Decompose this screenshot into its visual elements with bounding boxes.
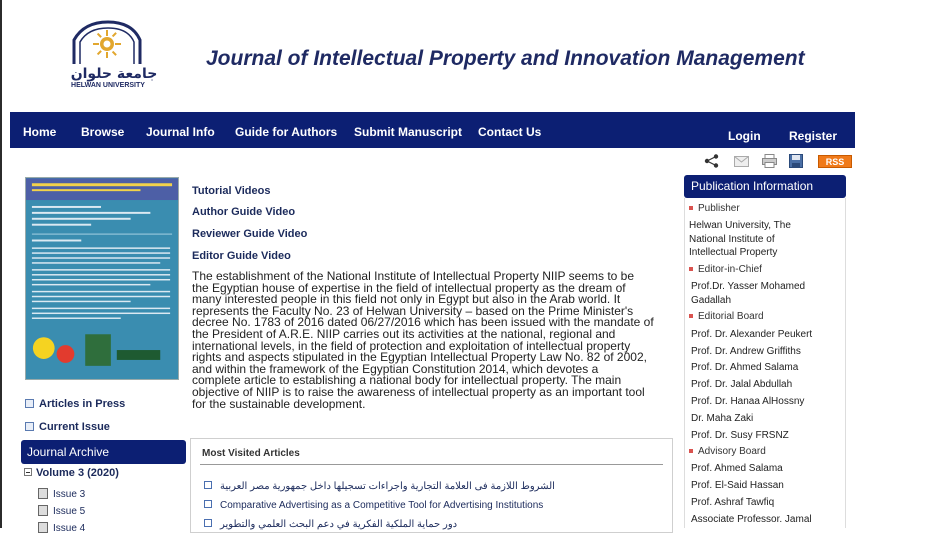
editorial-member[interactable]: Prof. Dr. Ahmed Salama xyxy=(691,362,799,373)
intro-line: the Egyptian house of expertise in the field of intellectual property as the dream of xyxy=(192,280,626,295)
editor-guide-video-link[interactable]: Editor Guide Video xyxy=(192,250,291,262)
page-left-border xyxy=(0,0,2,528)
helwan-university-logo[interactable] xyxy=(54,20,176,90)
intro-line: international levels, in the field of protection and exploitation of intellectual property xyxy=(192,338,631,353)
article-icon xyxy=(204,519,212,527)
advisory-member[interactable]: Prof. Ahmed Salama xyxy=(691,463,783,474)
issue-link[interactable]: Issue 3 xyxy=(38,488,85,500)
advisory-member[interactable]: Prof. El-Said Hassan xyxy=(691,480,784,491)
editorial-member[interactable]: Prof. Dr. Hanaa AlHossny xyxy=(691,396,805,407)
editorial-member[interactable]: Prof. Dr. Jalal Abdullah xyxy=(691,379,793,390)
nav-guide-for-authors[interactable]: Guide for Authors xyxy=(235,125,338,139)
rss-button[interactable]: RSS xyxy=(818,155,852,168)
university-name-ar: جامعة حلوان xyxy=(70,66,158,82)
issue-doc-icon xyxy=(38,522,48,533)
nav-login[interactable]: Login xyxy=(728,129,761,143)
article-link[interactable]: الشروط اللازمة فى العلامة التجارية واجراءات تسجيلها داخل جمهورية مصر العربية xyxy=(204,481,555,492)
publisher-info: Helwan University, The National Institute of Intellectual Property xyxy=(689,220,791,259)
journal-introduction xyxy=(192,271,672,410)
bullet-icon xyxy=(689,449,693,453)
articles-in-press-link[interactable]: Articles in Press xyxy=(25,398,125,410)
advisory-member[interactable]: Prof. Ashraf Tawfiq xyxy=(691,497,775,508)
journal-title: Journal of Intellectual Property and Innovation Management xyxy=(206,47,805,70)
issue-link[interactable]: Issue 5 xyxy=(38,505,85,517)
current-issue-icon xyxy=(25,422,34,431)
nav-browse[interactable]: Browse xyxy=(81,125,125,139)
advisory-member[interactable]: Associate Professor. Jamal xyxy=(691,514,812,525)
bullet-icon xyxy=(689,314,693,318)
intro-line: the President of A.R.E. NIIP carries out its activities at the national, regional and xyxy=(192,326,616,341)
nav-register[interactable]: Register xyxy=(789,129,838,143)
most-visited-title: Most Visited Articles xyxy=(202,448,300,459)
articles-in-press-icon xyxy=(25,399,34,408)
intro-line: rights and aspects stipulated in the Egyptian Intellectual Property Law No. 82 of 2002, xyxy=(192,350,647,365)
intro-line: many interested people in this field not only in Egypt but also in the Arab world. It xyxy=(192,292,621,307)
editorial-member[interactable]: Prof. Dr. Andrew Griffiths xyxy=(691,346,801,357)
issue-link[interactable]: Issue 4 xyxy=(38,522,85,534)
intro-line: The establishment of the National Institute of Intellectual Property NIIP seems to be xyxy=(192,269,635,283)
intro-line: decree No. 1783 of 2016 dated 06/27/2016 which has been issued with the mandate of xyxy=(192,315,654,330)
email-icon[interactable] xyxy=(734,154,749,168)
intro-line: for the sustainable development. xyxy=(192,396,366,411)
publication-information-heading: Publication Information xyxy=(684,175,846,198)
share-icon[interactable] xyxy=(704,154,720,168)
print-icon[interactable] xyxy=(762,154,777,168)
article-link[interactable]: دور حماية الملكية الفكرية في دعم البحث العلمي والتطوير xyxy=(204,519,457,530)
intro-line: represents the Faculty No. 23 of Helwan University – based on the Prime Minister's xyxy=(192,303,634,318)
university-name-en: HELWAN UNIVERSITY xyxy=(71,82,145,89)
current-issue-link[interactable]: Current Issue xyxy=(25,421,110,433)
nav-contact-us[interactable]: Contact Us xyxy=(478,125,542,139)
nav-journal-info[interactable]: Journal Info xyxy=(146,125,215,139)
divider xyxy=(200,464,663,465)
author-guide-video-link[interactable]: Author Guide Video xyxy=(192,206,296,218)
issue-doc-icon xyxy=(38,505,48,516)
intro-line: complete article to establishing a national body for intellectual property. The main xyxy=(192,373,622,388)
article-icon xyxy=(204,481,212,489)
bullet-icon xyxy=(689,206,693,210)
issue-doc-icon xyxy=(38,488,48,499)
publisher-label: Publisher xyxy=(689,203,740,214)
editorial-member[interactable]: Dr. Maha Zaki xyxy=(691,413,754,424)
article-link[interactable]: Comparative Advertising as a Competitive Tool for Advertising Institutions xyxy=(204,500,543,511)
page-toolbar xyxy=(704,154,854,170)
main-nav xyxy=(10,112,855,148)
journal-archive-heading: Journal Archive xyxy=(21,440,186,464)
editor-in-chief-name[interactable]: Prof.Dr. Yasser Mohamed Gadallah xyxy=(691,281,806,306)
editor-in-chief-label: Editor-in-Chief xyxy=(689,264,762,275)
save-icon[interactable] xyxy=(789,154,803,168)
volume-toggle[interactable]: Volume 3 (2020) xyxy=(24,467,119,479)
collapse-icon xyxy=(24,468,32,476)
editorial-board-label: Editorial Board xyxy=(689,311,764,322)
nav-submit-manuscript[interactable]: Submit Manuscript xyxy=(354,125,463,139)
bullet-icon xyxy=(689,267,693,271)
reviewer-guide-video-link[interactable]: Reviewer Guide Video xyxy=(192,228,308,240)
intro-line: objective of NIIP is to raise the awareness of intellectual property as an important tool xyxy=(192,384,645,399)
journal-cover-image[interactable] xyxy=(25,177,179,380)
advisory-board-label: Advisory Board xyxy=(689,446,766,457)
intro-line: and within the framework of the Egyptian Constitution 2014, which devotes a xyxy=(192,361,599,376)
article-icon xyxy=(204,500,212,508)
nav-home[interactable]: Home xyxy=(23,125,57,139)
site-header xyxy=(10,0,855,112)
editorial-member[interactable]: Prof. Dr. Alexander Peukert xyxy=(691,329,813,340)
tutorial-videos-link[interactable]: Tutorial Videos xyxy=(192,185,271,197)
editorial-member[interactable]: Prof. Dr. Susy FRSNZ xyxy=(691,430,789,441)
